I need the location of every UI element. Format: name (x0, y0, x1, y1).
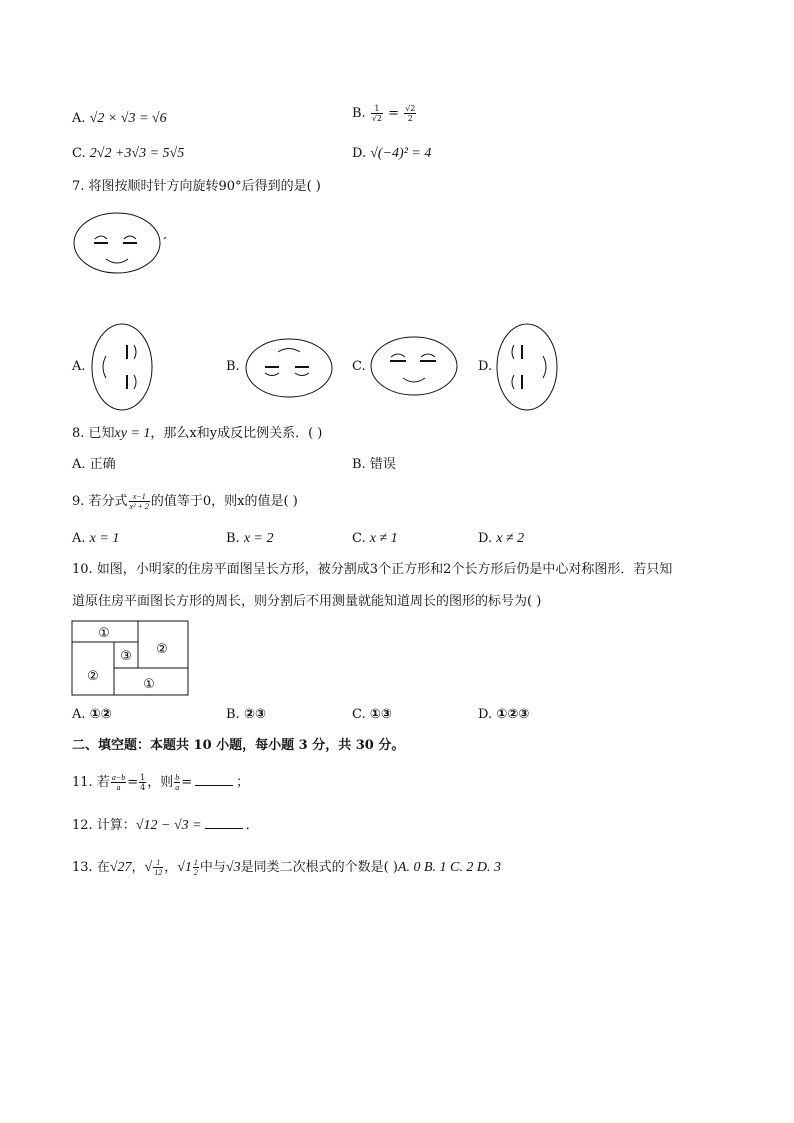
option-label: A. (72, 531, 86, 546)
stem-expression: √12 − √3 = (135, 818, 202, 833)
q7-option-a-figure[interactable] (90, 322, 156, 412)
q7-stem: 7. 将图按顺时针方向旋转90°后得到的是( ) (72, 179, 321, 194)
q7-option-d-label[interactable]: D. (478, 359, 493, 374)
q7-option-c-label[interactable]: C. (352, 359, 366, 374)
q7-option-d-figure[interactable] (495, 322, 561, 412)
q10-stem-line1: 10. 如图，小明家的住房平面图呈长方形，被分割成3个正方形和2个长方形后仍是中心对称图形．若只知 (72, 562, 673, 577)
fig-label-right: ② (156, 642, 168, 657)
q10-stem-line2: 道原住房平面图长方形的周长，则分割后不用测量就能知道周长的图形的标号为( ) (72, 594, 542, 609)
stem-text: ，则 (147, 775, 174, 790)
stem-fraction: $\frac{1}{4}$ (140, 773, 146, 792)
stem-text: ，那么x和y成反比例关系．( ) (150, 426, 323, 441)
q10-option-a[interactable] (72, 706, 112, 724)
option-expression: 2√2 +3√3 = 5√5 (89, 146, 185, 161)
q12-stem (72, 816, 259, 835)
equals-sign: = (127, 775, 139, 790)
equals-sign: = (388, 106, 400, 121)
option-expression: x ≠ 1 (369, 531, 398, 546)
stem-math: xy = 1 (114, 426, 151, 441)
stem-text: ； (236, 775, 250, 790)
option-label: D. (478, 531, 493, 546)
q6-option-b[interactable] (352, 104, 417, 123)
q9-option-a[interactable] (72, 530, 119, 548)
answer-blank[interactable] (195, 773, 233, 786)
stem-fraction: $\frac{a-b}{a}$ (111, 773, 126, 792)
option-label: D. (478, 707, 493, 722)
q6-option-d[interactable] (352, 145, 431, 163)
q8-option-b[interactable]: B. 错误 (352, 457, 396, 472)
option-label: C. (72, 146, 86, 161)
q7-option-a-label[interactable]: A. (72, 359, 86, 374)
q8-stem (72, 425, 322, 443)
q10-option-b[interactable] (226, 706, 266, 724)
fig-label-center: ③ (120, 649, 132, 664)
q9-option-b[interactable] (226, 530, 274, 548)
q9-option-d[interactable] (478, 530, 524, 548)
q10-option-c[interactable] (352, 706, 392, 724)
stem-fraction: $\frac{b}{a}$ (175, 773, 180, 792)
q7-original-face-figure (70, 210, 166, 276)
radical: √1 $\frac{1}{2}$ (177, 858, 198, 878)
option-expression: √2 × √3 = √6 (89, 111, 167, 126)
option-label: B. (226, 707, 240, 722)
fraction: $\frac{1}{√2}$ (371, 104, 383, 123)
answer-blank[interactable] (205, 816, 243, 829)
option-value: ①② (89, 707, 112, 722)
option-label: C. (352, 707, 366, 722)
q11-stem (72, 770, 249, 796)
q8-option-a[interactable]: A. 正确 (72, 457, 116, 472)
option-label: A. (72, 707, 86, 722)
option-label: D. (352, 146, 367, 161)
radical: √ $\frac{1}{12}$ (144, 858, 163, 878)
option-label: A. (72, 111, 86, 126)
option-expression: x ≠ 2 (496, 531, 525, 546)
q6-option-c[interactable] (72, 145, 184, 163)
q9-option-c[interactable] (352, 530, 398, 548)
stem-text: 13. 在 (72, 860, 110, 875)
q13-options[interactable]: A. 0 B. 1 C. 2 D. 3 (397, 860, 501, 875)
q10-option-d[interactable] (478, 706, 529, 724)
section-heading: 二、填空题：本题共 10 小题，每小题 3 分，共 30 分。 (72, 738, 405, 753)
stem-text: 12. 计算： (72, 818, 136, 833)
stem-text: 是同类二次根式的个数是( ) (240, 860, 398, 875)
fig-label-bottom: ① (143, 677, 155, 692)
radical: √27 (109, 860, 132, 875)
separator: ， (164, 860, 178, 875)
q7-option-c-figure[interactable] (369, 334, 461, 398)
option-label: B. (352, 106, 366, 121)
radical: √3 (225, 860, 241, 875)
option-label: B. (226, 531, 240, 546)
q9-stem (72, 490, 298, 514)
stem-text: 8. 已知 (72, 426, 115, 441)
option-expression: √(−4)² = 4 (370, 146, 432, 161)
fig-label-top: ① (98, 626, 110, 641)
option-expression: x = 2 (243, 531, 274, 546)
option-value: ①②③ (496, 707, 530, 722)
q10-floorplan-figure (71, 620, 191, 698)
stem-text: 9. 若分式 (72, 494, 128, 509)
stem-fraction: $\frac{x-1}{\text{x² + 2}}$ (129, 492, 149, 511)
stem-text: 的值等于0，则x的值是( ) (150, 494, 298, 509)
q7-option-b-label[interactable]: B. (226, 359, 240, 374)
q6-option-a[interactable] (72, 110, 167, 128)
stem-text: 中与 (199, 860, 226, 875)
option-expression: x = 1 (89, 531, 120, 546)
stem-text: 11. 若 (72, 775, 110, 790)
option-label: C. (352, 531, 366, 546)
q13-stem (72, 855, 501, 881)
fraction: $\frac{√2}{2}$ (405, 104, 416, 123)
fig-label-left: ② (87, 669, 99, 684)
option-value: ①③ (369, 707, 392, 722)
option-value: ②③ (243, 707, 266, 722)
q7-option-b-figure[interactable] (244, 336, 336, 400)
stem-text: ． (245, 818, 259, 833)
separator: ， (131, 860, 145, 875)
equals-sign: = (181, 775, 193, 790)
